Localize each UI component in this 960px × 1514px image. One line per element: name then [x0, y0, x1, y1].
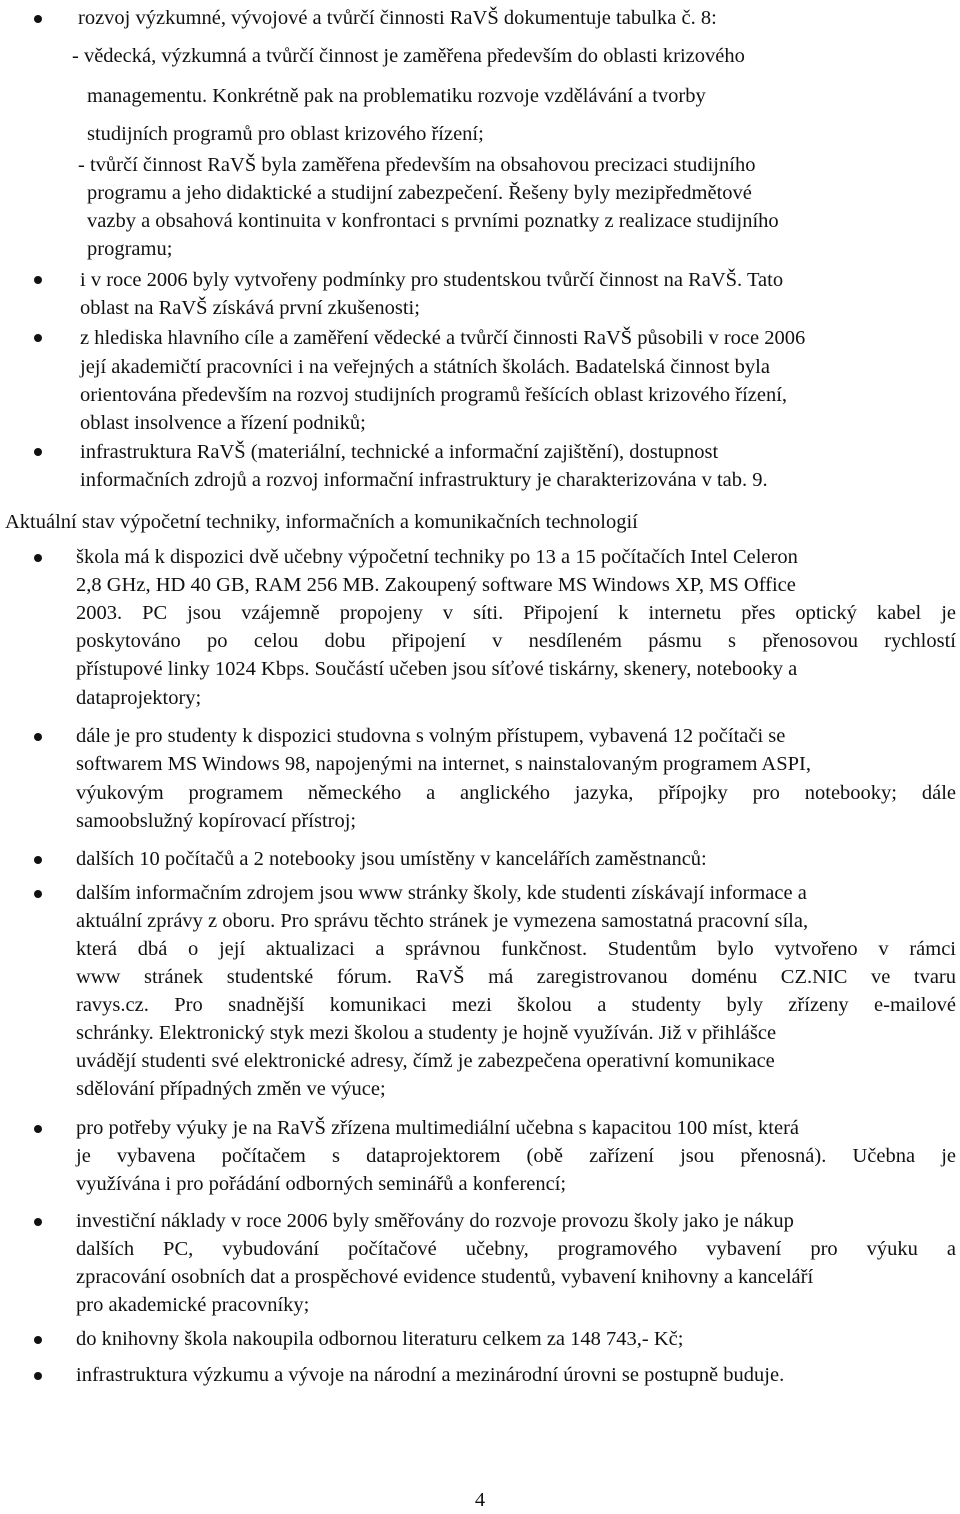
bullet [34, 554, 42, 562]
text-line [76, 1142, 956, 1170]
bullet [34, 1336, 42, 1344]
text-line: - tvůrčí činnost RaVŠ byla zaměřena především na obsahovou precizaci studijního [78, 154, 756, 176]
text-line: orientována především na rozvoj studijních programů řešících oblast krizového řízení, [80, 384, 788, 406]
text-line: managementu. Konkrétně pak na problematiku rozvoje vzdělávání a tvorby [87, 85, 706, 107]
justified-text: poskytováno po celou dobu připojení v nesdíleném pásmu s přenosovou rychlostí [76, 630, 956, 652]
justified-text: která dbá o její aktualizaci a správnou funkčnost. Studentům bylo vytvořeno v rámci [76, 938, 956, 960]
page-number: 4 [474, 1489, 486, 1511]
text-line: schránky. Elektronický styk mezi školou a studenty je hojně využíván. Již v přihlášce [76, 1022, 777, 1044]
text-line [76, 1235, 956, 1263]
text-line: 2,8 GHz, HD 40 GB, RAM 256 MB. Zakoupený software MS Windows XP, MS Office [76, 574, 796, 596]
text-line: rozvoj výzkumné, vývojové a tvůrčí činnosti RaVŠ dokumentuje tabulka č. 8: [78, 7, 717, 29]
text-line: do knihovny škola nakoupila odbornou literaturu celkem za 148 743,- Kč; [76, 1328, 684, 1350]
text-line: zpracování osobních dat a prospěchové evidence studentů, vybavení knihovny a kanceláří [76, 1266, 814, 1288]
bullet [34, 1372, 42, 1380]
bullet [34, 856, 42, 864]
text-line: oblast insolvence a řízení podniků; [80, 412, 366, 434]
text-line [76, 963, 956, 991]
text-line: informačních zdrojů a rozvoj informační infrastruktury je charakterizována v tab. 9. [80, 469, 768, 491]
text-line: její akademičtí pracovníci i na veřejných a státních školách. Badatelská činnost byla [80, 356, 770, 378]
text-line: využívána i pro pořádání odborných seminářů a konferencí; [76, 1173, 567, 1195]
text-line: aktuální zprávy z oboru. Pro správu těchto stránek je vymezena samostatná pracovní síla, [76, 910, 809, 932]
text-line: uvádějí studenti své elektronické adresy, čímž je zabezpečena operativní komunikace [76, 1050, 775, 1072]
justified-text: dalších PC, vybudování počítačové učebny, programového vybavení pro výuku a [76, 1238, 956, 1260]
text-line: studijních programů pro oblast krizového řízení; [87, 123, 484, 145]
text-line: vazby a obsahová kontinuita v konfrontaci s prvními poznatky z realizace studijního [87, 210, 779, 232]
bullet [34, 334, 42, 342]
text-line: dalších 10 počítačů a 2 notebooky jsou umístěny v kancelářích zaměstnanců: [76, 848, 707, 870]
justified-text: 2003. PC jsou vzájemně propojeny v síti. Připojení k internetu přes optický kabel je [76, 602, 956, 624]
bullet [34, 1125, 42, 1133]
bullet [34, 448, 42, 456]
text-line: i v roce 2006 byly vytvořeny podmínky pro studentskou tvůrčí činnost na RaVŠ. Tato [80, 269, 784, 291]
text-line: infrastruktura výzkumu a vývoje na národní a mezinárodní úrovni se postupně buduje. [76, 1364, 785, 1386]
text-line: softwarem MS Windows 98, napojenými na internet, s nainstalovaným programem ASPI, [76, 753, 811, 775]
text-line: oblast na RaVŠ získává první zkušenosti; [80, 297, 420, 319]
text-line: samoobslužný kopírovací přístroj; [76, 810, 357, 832]
text-line [76, 627, 956, 655]
text-line: dále je pro studenty k dispozici studovna s volným přístupem, vybavená 12 počítači se [76, 725, 786, 747]
text-line: dataprojektory; [76, 687, 202, 709]
justified-text: ravys.cz. Pro snadnější komunikaci mezi školou a studenty byly zřízeny e-mailové [76, 994, 956, 1016]
text-line: programu; [87, 238, 173, 260]
text-line: škola má k dispozici dvě učebny výpočetní techniky po 13 a 15 počítačích Intel Celeron [76, 546, 798, 568]
text-line [76, 935, 956, 963]
text-line: - vědecká, výzkumná a tvůrčí činnost je zaměřena především do oblasti krizového [72, 45, 745, 67]
bullet [34, 276, 42, 284]
section-heading: Aktuální stav výpočetní techniky, informačních a komunikačních technologií [5, 511, 638, 533]
text-line [76, 599, 956, 627]
bullet [34, 15, 42, 23]
text-line: pro potřeby výuky je na RaVŠ zřízena multimediální učebna s kapacitou 100 míst, která [76, 1117, 799, 1139]
text-line: z hlediska hlavního cíle a zaměření vědecké a tvůrčí činnosti RaVŠ působili v roce 2006 [80, 327, 806, 349]
text-line: přístupové linky 1024 Kbps. Součástí učeben jsou síťové tiskárny, skenery, notebooky a [76, 658, 798, 680]
text-line: dalším informačním zdrojem jsou www stránky školy, kde studenti získávají informace a [76, 882, 807, 904]
text-line: infrastruktura RaVŠ (materiální, technické a informační zajištění), dostupnost [80, 441, 719, 463]
text-line: investiční náklady v roce 2006 byly směřovány do rozvoje provozu školy jako je nákup [76, 1210, 794, 1232]
text-line: programu a jeho didaktické a studijní zabezpečení. Řešeny byly mezipředmětové [87, 182, 752, 204]
bullet [34, 1218, 42, 1226]
text-line [76, 779, 956, 807]
text-line: sdělování případných změn ve výuce; [76, 1078, 386, 1100]
text-line [76, 991, 956, 1019]
text-line: pro akademické pracovníky; [76, 1294, 310, 1316]
justified-text: výukovým programem německého a anglického jazyka, přípojky pro notebooky; dále [76, 782, 956, 804]
bullet [34, 890, 42, 898]
justified-text: www stránek studentské fórum. RaVŠ má zaregistrovanou doménu CZ.NIC ve tvaru [76, 966, 956, 988]
bullet [34, 733, 42, 741]
justified-text: je vybavena počítačem s dataprojektorem (obě zařízení jsou přenosná). Učebna je [76, 1145, 956, 1167]
